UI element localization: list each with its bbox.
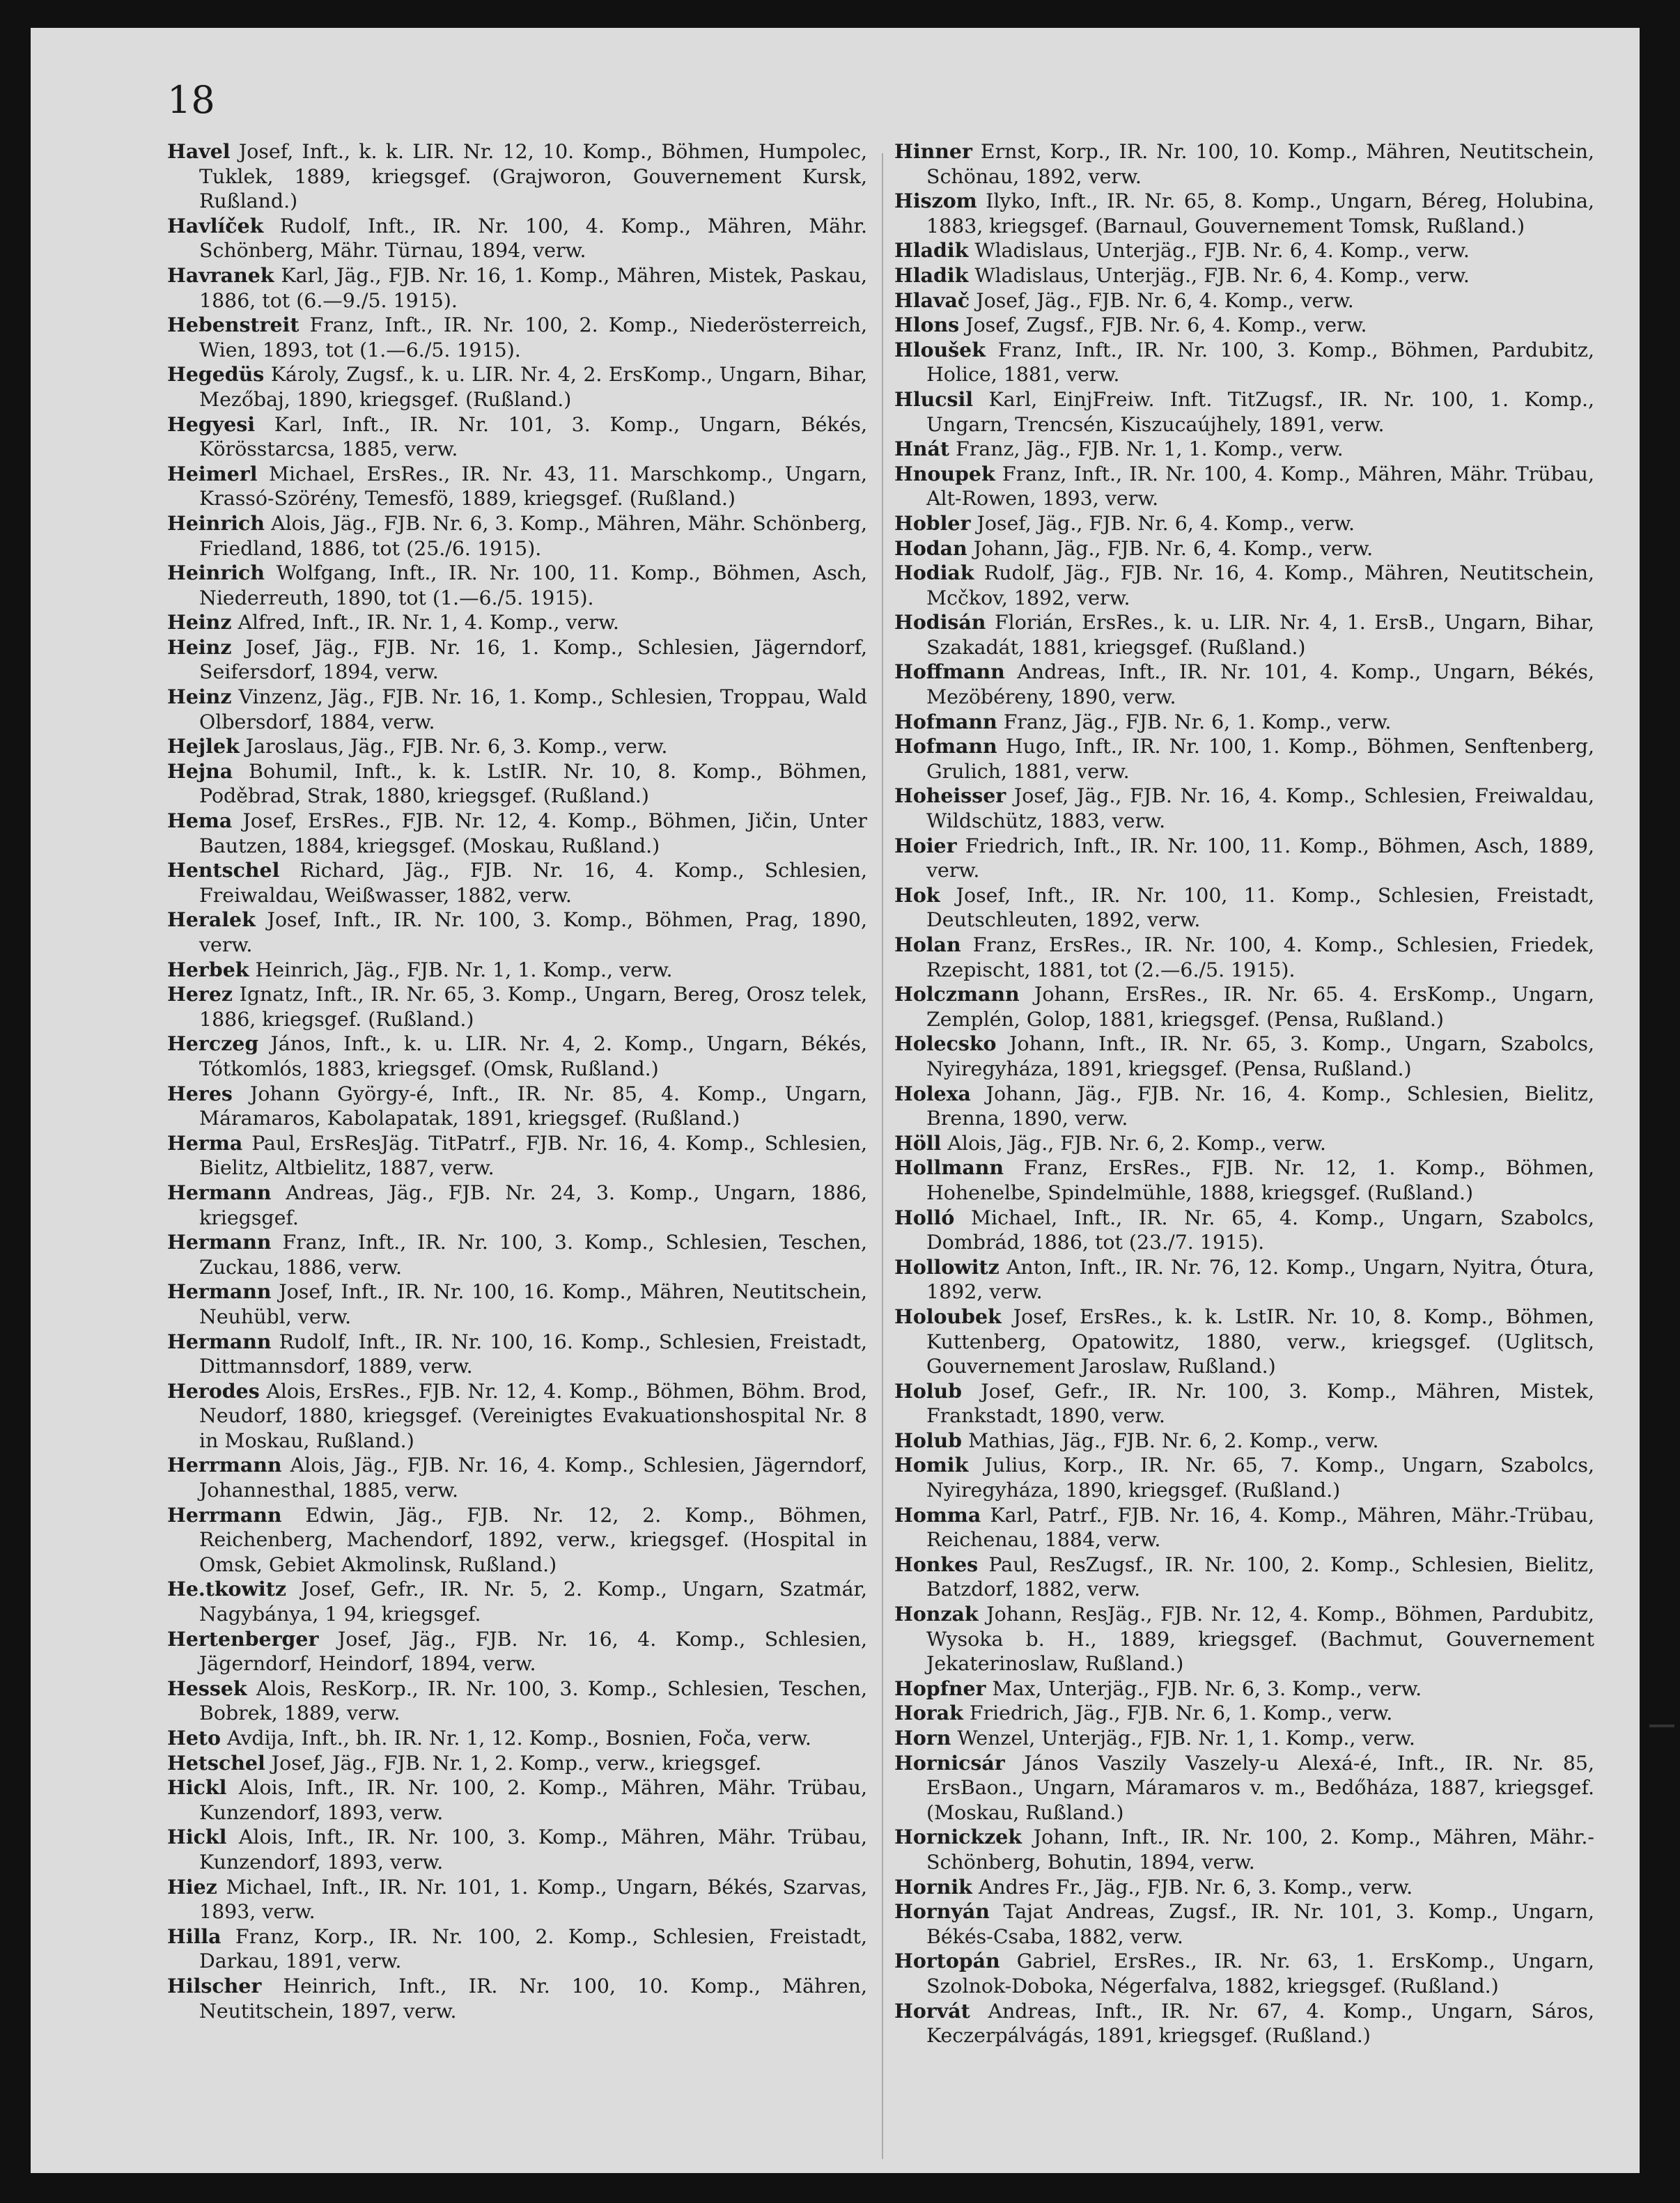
register-entry (167, 362, 867, 412)
register-entry (894, 610, 1594, 660)
register-entry (167, 1775, 867, 1825)
entry-details: Bohumil, Inft., k. k. LstIR. Nr. 10, 8. Komp., Böhmen, Poděbrad, Strak, 1880, kriegsgef. (Rußland.) (199, 759, 868, 808)
register-entry (167, 1825, 867, 1874)
entry-details: Franz, Inft., IR. Nr. 100, 3. Komp., Böhmen, Pardubitz, Holice, 1881, verw. (926, 338, 1594, 387)
entry-surname: Hlavač (894, 288, 970, 312)
register-entry (894, 1701, 1594, 1726)
entry-surname: Holub (894, 1378, 963, 1403)
entry-surname: Hoheisser (894, 784, 1006, 808)
entry-details: Johann, ResJäg., FJB. Nr. 12, 4. Komp., Böhmen, Pardubitz, Wysoka b. H., 1889, kriegsgef. (Bachmut, Gouvernement Jekaterinoslaw, Rußland.) (926, 1603, 1594, 1676)
entry-surname: Hollmann (894, 1155, 1004, 1180)
register-entry (894, 338, 1594, 387)
entry-surname: Homik (894, 1453, 969, 1477)
entry-details: Friedrich, Jäg., FJB. Nr. 6, 1. Komp., verw. (969, 1702, 1393, 1725)
entry-surname: Hopfner (894, 1676, 986, 1700)
register-entry (167, 1181, 867, 1230)
register-entry (167, 610, 867, 635)
entry-details: Josef, Jäg., FJB. Nr. 1, 2. Komp., verw., kriegsgef. (271, 1751, 762, 1775)
entry-details: Andres Fr., Jäg., FJB. Nr. 6, 3. Komp., verw. (978, 1875, 1413, 1899)
entry-details: Alois, Inft., IR. Nr. 100, 3. Komp., Mähren, Mähr. Trübau, Kunzendorf, 1893, verw. (199, 1826, 867, 1874)
entry-details: Josef, Jäg., FJB. Nr. 16, 1. Komp., Schlesien, Jägerndorf, Seifersdorf, 1894, verw. (199, 635, 867, 684)
entry-surname: Hermann (167, 1230, 272, 1254)
register-entry (894, 1453, 1594, 1502)
entry-surname: Heinrich (167, 511, 265, 535)
entry-surname: Hegedüs (167, 362, 265, 387)
entry-details: Josef, Jäg., FJB. Nr. 6, 4. Komp., verw. (977, 511, 1355, 535)
entry-details: Károly, Zugsf., k. u. LIR. Nr. 4, 2. ErsKomp., Ungarn, Bihar, Mezőbaj, 1890, kriegsgef. (Rußland.) (199, 363, 867, 411)
entry-details: Josef, Zugsf., FJB. Nr. 6, 4. Komp., verw. (965, 313, 1367, 337)
entry-surname: Holecsko (894, 1032, 997, 1056)
entry-surname: Hejlek (167, 734, 240, 758)
register-entry (167, 1453, 867, 1502)
entry-surname: Hilla (167, 1924, 221, 1948)
register-entry (167, 1279, 867, 1329)
register-entry (167, 1751, 867, 1776)
entry-details: János Vaszily Vaszely-u Alexá-é, Inft., IR. Nr. 85, ErsBaon., Ungarn, Máramaros v. m., Bedőháza, 1887, kriegsgef. (Moskau, Rußland.) (926, 1751, 1594, 1824)
entry-surname: Hok (894, 882, 940, 907)
register-entry (167, 759, 867, 809)
register-entry (894, 561, 1594, 610)
entry-surname: Hickl (167, 1825, 227, 1849)
register-entry (894, 1032, 1594, 1081)
entry-surname: Hodiak (894, 561, 974, 585)
entry-surname: Hema (167, 809, 233, 833)
entry-surname: Hessek (167, 1676, 247, 1700)
register-entry (167, 958, 867, 983)
register-entry (167, 1230, 867, 1279)
register-entry (894, 1676, 1594, 1702)
entry-details: Josef, Jäg., FJB. Nr. 6, 4. Komp., verw. (976, 288, 1354, 312)
entry-surname: Hollowitz (894, 1254, 1000, 1279)
entry-surname: Hofmann (894, 709, 997, 733)
register-entry (894, 1875, 1594, 1900)
entry-surname: Heinz (167, 685, 232, 709)
entry-surname: Hiszom (894, 189, 977, 213)
entry-surname: Horvát (894, 1998, 970, 2023)
entry-surname: Herma (167, 1130, 243, 1155)
entry-details: Alois, ErsRes., FJB. Nr. 12, 4. Komp., Böhmen, Böhm. Brod, Neudorf, 1880, kriegsgef. (Vereinigtes Evakuationshospital Nr. 8 in Moskau, Rußland.) (199, 1379, 867, 1452)
entry-details: Anton, Inft., IR. Nr. 76, 12. Komp., Ungarn, Nyitra, Ótura, 1892, verw. (926, 1255, 1594, 1304)
entry-surname: Hortopán (894, 1949, 1000, 1973)
entry-surname: Höll (894, 1130, 942, 1155)
entry-details: Karl, Inft., IR. Nr. 101, 3. Komp., Ungarn, Békés, Körösstarcsa, 1885, verw. (199, 412, 867, 461)
register-entry (894, 1155, 1594, 1205)
register-entry (167, 1082, 867, 1131)
entry-surname: Herrmann (167, 1453, 282, 1477)
register-entry (894, 660, 1594, 709)
register-entry (167, 734, 867, 759)
entry-surname: Holczmann (894, 982, 1020, 1006)
entry-details: Avdija, Inft., bh. IR. Nr. 1, 12. Komp., Bosnien, Foča, verw. (226, 1727, 811, 1750)
entry-details: Alois, ResKorp., IR. Nr. 100, 3. Komp., Schlesien, Teschen, Bobrek, 1889, verw. (199, 1676, 867, 1725)
entry-details: Friedrich, Inft., IR. Nr. 100, 11. Komp., Böhmen, Asch, 1889, verw. (926, 834, 1595, 882)
entry-surname: Hladik (894, 263, 969, 287)
register-entry (167, 1924, 867, 1974)
entry-details: Wladislaus, Unterjäg., FJB. Nr. 6, 4. Komp., verw. (974, 263, 1470, 287)
entry-details: Andreas, Jäg., FJB. Nr. 24, 3. Komp., Ungarn, 1886, kriegsgef. (199, 1181, 868, 1229)
entry-surname: Hiez (167, 1874, 217, 1899)
register-entry (894, 1082, 1594, 1131)
entry-surname: Honkes (894, 1552, 979, 1576)
register-entry (894, 1305, 1594, 1379)
register-entry (894, 1552, 1594, 1602)
column-divider (882, 153, 883, 2159)
entry-surname: Horak (894, 1701, 963, 1725)
register-entry (894, 883, 1594, 933)
entry-surname: Heinz (167, 635, 232, 659)
entry-surname: Heto (167, 1726, 221, 1750)
entry-surname: Hetschel (167, 1750, 265, 1775)
entry-surname: Hornik (894, 1874, 972, 1899)
entry-details: Ignatz, Inft., IR. Nr. 65, 3. Komp., Ungarn, Bereg, Orosz telek, 1886, kriegsgef. (Rußland.) (199, 983, 867, 1031)
register-entry (167, 561, 867, 610)
entry-details: Gabriel, ErsRes., IR. Nr. 63, 1. ErsKomp., Ungarn, Szolnok-Doboka, Négerfalva, 1882, kriegsgef. (Rußland.) (926, 1949, 1594, 1998)
entry-surname: Hornyán (894, 1899, 990, 1924)
register-entry (167, 462, 867, 511)
entry-details: Josef, ErsRes., FJB. Nr. 12, 4. Komp., Böhmen, Jičin, Unter Bautzen, 1884, kriegsgef. (Moskau, Rußland.) (199, 809, 867, 857)
register-entry (894, 1726, 1594, 1751)
edge-mark (1649, 1725, 1674, 1727)
entry-details: Richard, Jäg., FJB. Nr. 16, 4. Komp., Schlesien, Freiwaldau, Weißwasser, 1882, verw. (199, 859, 867, 907)
register-entry (894, 288, 1594, 313)
register-entry (894, 1255, 1594, 1305)
register-entry (167, 1875, 867, 1924)
entry-details: Alois, Jäg., FJB. Nr. 6, 2. Komp., verw. (947, 1131, 1326, 1155)
entry-details: Michael, Inft., IR. Nr. 65, 4. Komp., Ungarn, Szabolcs, Dombrád, 1886, tot (23./7. 1915). (926, 1206, 1594, 1254)
register-entry (894, 784, 1594, 833)
entry-details: Vinzenz, Jäg., FJB. Nr. 16, 1. Komp., Schlesien, Troppau, Wald Olbersdorf, 1884, verw. (199, 685, 867, 733)
register-entry (894, 1899, 1594, 1949)
register-entry (894, 1602, 1594, 1676)
entry-details: Franz, ErsRes., FJB. Nr. 12, 1. Komp., Böhmen, Hohenelbe, Spindelmühle, 1888, kriegsgef. (Rußland.) (926, 1156, 1594, 1204)
register-entry (167, 214, 867, 263)
register-entry (167, 809, 867, 858)
entry-surname: Herez (167, 982, 233, 1006)
entry-details: Michael, Inft., IR. Nr. 101, 1. Komp., Ungarn, Békés, Szarvas, 1893, verw. (199, 1875, 867, 1924)
register-entry (167, 1726, 867, 1751)
register-entry (167, 1503, 867, 1578)
entry-details: Alois, Inft., IR. Nr. 100, 2. Komp., Mähren, Mähr. Trübau, Kunzendorf, 1893, verw. (199, 1776, 867, 1824)
entry-details: Jaroslaus, Jäg., FJB. Nr. 6, 3. Komp., verw. (245, 735, 668, 758)
entry-surname: Hlucsil (894, 387, 974, 411)
register-entry (894, 1503, 1594, 1552)
entry-details: Wolfgang, Inft., IR. Nr. 100, 11. Komp., Böhmen, Asch, Niederreuth, 1890, tot (1.—6./5. 1915). (199, 561, 868, 609)
entry-details: Rudolf, Inft., IR. Nr. 100, 16. Komp., Schlesien, Freistadt, Dittmannsdorf, 1889, verw. (199, 1330, 867, 1378)
register-entry (167, 858, 867, 908)
entry-details: Johann György-é, Inft., IR. Nr. 85, 4. Komp., Ungarn, Máramaros, Kabolapatak, 1891, kriegsgef. (Rußland.) (199, 1082, 868, 1130)
entry-surname: Holan (894, 933, 961, 956)
entry-surname: Herrmann (167, 1502, 282, 1527)
entry-details: Johann, Jäg., FJB. Nr. 6, 4. Komp., verw. (973, 536, 1374, 560)
register-entry (894, 511, 1594, 536)
entry-surname: Heres (167, 1081, 233, 1105)
register-entry (167, 412, 867, 462)
register-entry (167, 1330, 867, 1379)
register-entry (894, 139, 1594, 189)
register-entry (167, 1032, 867, 1081)
entry-details: Florián, ErsRes., k. u. LIR. Nr. 4, 1. ErsB., Ungarn, Bihar, Szakadát, 1881, kriegsgef. (Rußland.) (926, 611, 1594, 659)
entry-details: Andreas, Inft., IR. Nr. 67, 4. Komp., Ungarn, Sáros, Keczerpálvágás, 1891, kriegsgef. (Rußland.) (926, 1999, 1594, 2048)
entry-details: Heinrich, Inft., IR. Nr. 100, 10. Komp., Mähren, Neutitschein, 1897, verw. (199, 1974, 867, 2023)
register-entry (167, 982, 867, 1032)
register-entry (894, 1949, 1594, 1998)
entry-surname: Hornicsár (894, 1750, 1005, 1775)
register-entry (894, 263, 1594, 288)
entry-details: Karl, Patrf., FJB. Nr. 16, 4. Komp., Mähren, Mähr.-Trübau, Reichenau, 1884, verw. (926, 1503, 1594, 1552)
register-entry (167, 1676, 867, 1726)
page-number: 18 (167, 78, 215, 122)
entry-details: Ilyko, Inft., IR. Nr. 65, 8. Komp., Ungarn, Béreg, Holubina, 1883, kriegsgef. (Barnaul, Gouvernement Tomsk, Rußland.) (926, 189, 1594, 238)
entry-details: Paul, ErsResJäg. TitPatrf., FJB. Nr. 16, 4. Komp., Schlesien, Bielitz, Altbielitz, 1887, verw. (199, 1131, 867, 1180)
register-entry (894, 710, 1594, 735)
left-column (167, 139, 867, 2023)
entry-details: Alfred, Inft., IR. Nr. 1, 4. Komp., verw. (238, 611, 619, 635)
register-entry (167, 1379, 867, 1454)
entry-surname: Hermann (167, 1329, 272, 1353)
entry-details: Josef, ErsRes., k. k. LstIR. Nr. 10, 8. Komp., Böhmen, Kuttenberg, Opatowitz, 1880, verw., kriegsgef. (Uglitsch, Gouvernement Jaroslaw, Rußland.) (926, 1305, 1594, 1378)
entry-details: Karl, Jäg., FJB. Nr. 16, 1. Komp., Mähren, Mistek, Paskau, 1886, tot (6.—9./5. 1915). (199, 263, 868, 312)
entry-details: Hugo, Inft., IR. Nr. 100, 1. Komp., Böhmen, Senftenberg, Grulich, 1881, verw. (926, 735, 1594, 783)
register-entry (894, 1429, 1594, 1454)
entry-details: Franz, Inft., IR. Nr. 100, 2. Komp., Niederösterreich, Wien, 1893, tot (1.—6./5. 1915). (199, 313, 867, 361)
entry-details: Johann, Inft., IR. Nr. 65, 3. Komp., Ungarn, Szabolcs, Nyiregyháza, 1891, kriegsgef. (Pensa, Rußland.) (926, 1032, 1594, 1080)
entry-surname: Holoubek (894, 1304, 1002, 1328)
entry-surname: Hornickzek (894, 1825, 1022, 1849)
entry-surname: Hinner (894, 139, 972, 163)
entry-details: Michael, ErsRes., IR. Nr. 43, 11. Marschkomp., Ungarn, Krassó-Szörény, Temesfö, 1889, kriegsgef. (Rußland.) (199, 462, 867, 511)
entry-surname: Holexa (894, 1081, 971, 1105)
entry-surname: Homma (894, 1502, 981, 1527)
register-entry (894, 536, 1594, 561)
entry-surname: Hentschel (167, 858, 280, 882)
register-entry (894, 462, 1594, 511)
register-entry (167, 1627, 867, 1676)
entry-details: Andreas, Inft., IR. Nr. 101, 4. Komp., Ungarn, Békés, Mezöbéreny, 1890, verw. (926, 660, 1594, 709)
register-entry (167, 313, 867, 362)
entry-details: János, Inft., k. u. LIR. Nr. 4, 2. Komp., Ungarn, Békés, Tótkomlós, 1883, kriegsgef. (Omsk, Rußland.) (199, 1032, 867, 1080)
entry-surname: Hnát (894, 437, 949, 461)
entry-surname: Hickl (167, 1775, 227, 1800)
entry-details: Paul, ResZugsf., IR. Nr. 100, 2. Komp., Schlesien, Bielitz, Batzdorf, 1882, verw. (926, 1552, 1594, 1601)
entry-surname: Heinz (167, 610, 232, 635)
entry-surname: Hodisán (894, 610, 986, 635)
entry-surname: Heinrich (167, 561, 265, 585)
entry-surname: Hegyesi (167, 412, 256, 436)
register-entry (894, 1825, 1594, 1874)
entry-surname: Hnoupek (894, 461, 995, 485)
entry-details: Josef, Jäg., FJB. Nr. 16, 4. Komp., Schlesien, Jägerndorf, Heindorf, 1894, verw. (199, 1627, 867, 1676)
entry-surname: Holló (894, 1205, 955, 1229)
entry-details: Heinrich, Jäg., FJB. Nr. 1, 1. Komp., verw. (255, 958, 673, 981)
entry-details: Josef, Inft., IR. Nr. 100, 16. Komp., Mähren, Neutitschein, Neuhübl, verw. (199, 1280, 867, 1328)
register-entry (894, 834, 1594, 883)
register-entry (894, 189, 1594, 238)
entry-surname: Heralek (167, 908, 256, 932)
entry-surname: Hermann (167, 1279, 272, 1304)
entry-details: Tajat Andreas, Zugsf., IR. Nr. 101, 3. Komp., Ungarn, Békés-Csaba, 1882, verw. (926, 1900, 1594, 1948)
entry-details: Wladislaus, Unterjäg., FJB. Nr. 6, 4. Komp., verw. (974, 239, 1470, 263)
entry-details: Josef, Jäg., FJB. Nr. 16, 4. Komp., Schlesien, Freiwaldau, Wildschütz, 1883, verw. (926, 784, 1595, 833)
entry-details: Max, Unterjäg., FJB. Nr. 6, 3. Komp., verw. (992, 1676, 1422, 1700)
right-column (894, 139, 1594, 2048)
register-entry (167, 685, 867, 734)
entry-details: Franz, Inft., IR. Nr. 100, 4. Komp., Mähren, Mähr. Trübau, Alt-Rowen, 1893, verw. (926, 462, 1594, 511)
entry-surname: Holub (894, 1428, 963, 1452)
register-entry (167, 1131, 867, 1181)
entry-surname: Herodes (167, 1378, 260, 1403)
entry-surname: Horn (894, 1726, 951, 1750)
entry-surname: Herbek (167, 957, 249, 981)
entry-surname: Heimerl (167, 461, 258, 485)
entry-surname: Havranek (167, 263, 274, 287)
entry-surname: Havel (167, 139, 231, 163)
entry-surname: He.tkowitz (167, 1577, 286, 1601)
register-entry (894, 734, 1594, 784)
register-entry (894, 1751, 1594, 1826)
entry-details: Karl, EinjFreiw. Inft. TitZugsf., IR. Nr. 100, 1. Komp., Ungarn, Trencsén, Kiszucaújhely, 1891, verw. (926, 387, 1595, 436)
entry-details: Edwin, Jäg., FJB. Nr. 12, 2. Komp., Böhmen, Reichenberg, Machendorf, 1892, verw., kriegsgef. (Hospital in Omsk, Gebiet Akmolinsk, Rußland.) (199, 1503, 867, 1576)
register-entry (894, 313, 1594, 338)
entry-surname: Hloušek (894, 337, 986, 361)
entry-details: Johann, ErsRes., IR. Nr. 65. 4. ErsKomp., Ungarn, Zemplén, Golop, 1881, kriegsgef. (Pensa, Rußland.) (926, 983, 1594, 1031)
register-entry (167, 1974, 867, 2023)
entry-surname: Hermann (167, 1180, 272, 1204)
entry-details: Johann, Inft., IR. Nr. 100, 2. Komp., Mähren, Mähr.-Schönberg, Bohutin, 1894, verw. (926, 1826, 1594, 1874)
entry-details: Josef, Gefr., IR. Nr. 5, 2. Komp., Ungarn, Szatmár, Nagybánya, 1 94, kriegsgef. (199, 1578, 867, 1626)
entry-details: Ernst, Korp., IR. Nr. 100, 10. Komp., Mähren, Neutitschein, Schönau, 1892, verw. (926, 140, 1594, 188)
register-entry (167, 635, 867, 685)
register-entry (894, 238, 1594, 263)
entry-details: Franz, Korp., IR. Nr. 100, 2. Komp., Schlesien, Freistadt, Darkau, 1891, verw. (199, 1924, 867, 1973)
entry-details: Franz, Jäg., FJB. Nr. 1, 1. Komp., verw. (956, 437, 1344, 461)
register-entry (894, 1206, 1594, 1255)
document-page (31, 28, 1640, 2173)
entry-surname: Herczeg (167, 1032, 259, 1056)
entry-surname: Honzak (894, 1602, 979, 1626)
entry-details: Josef, Gefr., IR. Nr. 100, 3. Komp., Mähren, Mistek, Frankstadt, 1890, verw. (926, 1379, 1594, 1428)
entry-details: Josef, Inft., IR. Nr. 100, 3. Komp., Böhmen, Prag, 1890, verw. (199, 908, 867, 956)
register-entry (167, 1577, 867, 1626)
entry-details: Wenzel, Unterjäg., FJB. Nr. 1, 1. Komp., verw. (957, 1727, 1415, 1750)
entry-details: Alois, Jäg., FJB. Nr. 16, 4. Komp., Schlesien, Jägerndorf, Johannesthal, 1885, verw. (199, 1454, 868, 1502)
register-entry (167, 908, 867, 957)
register-entry (894, 933, 1594, 982)
entry-details: Josef, Inft., IR. Nr. 100, 11. Komp., Schlesien, Freistadt, Deutschleuten, 1892, verw. (926, 883, 1594, 932)
entry-surname: Hejna (167, 758, 233, 783)
entry-surname: Hofmann (894, 734, 997, 758)
entry-details: Franz, Inft., IR. Nr. 100, 3. Komp., Schlesien, Teschen, Zuckau, 1886, verw. (199, 1231, 867, 1279)
register-entry (894, 1379, 1594, 1429)
register-entry (894, 437, 1594, 462)
entry-details: Johann, Jäg., FJB. Nr. 16, 4. Komp., Schlesien, Bielitz, Brenna, 1890, verw. (926, 1082, 1594, 1130)
entry-surname: Hodan (894, 536, 967, 560)
register-entry (894, 1999, 1594, 2048)
entry-surname: Hlons (894, 313, 960, 337)
register-entry (894, 1131, 1594, 1156)
entry-surname: Havlíček (167, 213, 264, 238)
entry-surname: Hobler (894, 511, 971, 535)
entry-surname: Hilscher (167, 1973, 262, 1998)
entry-details: Rudolf, Inft., IR. Nr. 100, 4. Komp., Mähren, Mähr. Schönberg, Mähr. Türnau, 1894, verw. (199, 214, 867, 263)
entry-details: Mathias, Jäg., FJB. Nr. 6, 2. Komp., verw. (968, 1429, 1379, 1452)
register-entry (167, 511, 867, 561)
entry-surname: Hladik (894, 238, 969, 263)
entry-details: Josef, Inft., k. k. LIR. Nr. 12, 10. Komp., Böhmen, Humpolec, Tuklek, 1889, kriegsgef. (Grajworon, Gouvernement Kursk, Rußland.) (199, 140, 867, 213)
register-entry (167, 263, 867, 313)
entry-surname: Hebenstreit (167, 313, 300, 337)
register-entry (167, 139, 867, 214)
register-entry (894, 387, 1594, 437)
entry-details: Julius, Korp., IR. Nr. 65, 7. Komp., Ungarn, Szabolcs, Nyiregyháza, 1890, kriegsgef. (Rußland.) (926, 1454, 1594, 1502)
register-entry (894, 982, 1594, 1032)
entry-details: Franz, ErsRes., IR. Nr. 100, 4. Komp., Schlesien, Friedek, Rzepischt, 1881, tot (2.—6./5. 1915). (926, 933, 1595, 981)
entry-details: Rudolf, Jäg., FJB. Nr. 16, 4. Komp., Mähren, Neutitschein, Mcčkov, 1892, verw. (926, 561, 1595, 609)
entry-details: Franz, Jäg., FJB. Nr. 6, 1. Komp., verw. (1003, 710, 1392, 733)
entry-surname: Hoier (894, 833, 957, 857)
entry-surname: Hoffmann (894, 660, 1005, 684)
entry-surname: Hertenberger (167, 1626, 319, 1651)
entry-details: Alois, Jäg., FJB. Nr. 6, 3. Komp., Mähren, Mähr. Schönberg, Friedland, 1886, tot (25./6. 1915). (199, 511, 867, 560)
